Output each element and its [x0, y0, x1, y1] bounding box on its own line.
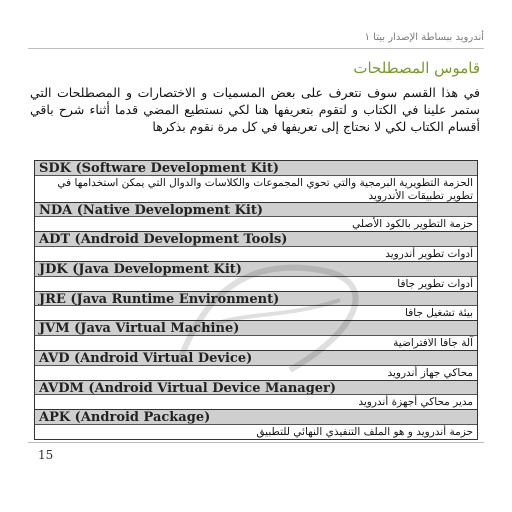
- glossary-table: [34, 160, 478, 440]
- glossary-term: ADT (Android Development Tools): [35, 231, 477, 247]
- glossary-term: AVDM (Android Virtual Device Manager): [35, 380, 477, 396]
- glossary-term: JVM (Java Virtual Machine): [35, 320, 477, 336]
- glossary-definition: بيئة تشغيل جافا: [405, 307, 473, 320]
- glossary-term: NDA (Native Development Kit): [35, 202, 477, 218]
- glossary-definition: مدير محاكي أجهزة أندرويد: [358, 396, 473, 409]
- glossary-term: SDK (Software Development Kit): [35, 161, 477, 176]
- section-title: قاموس المصطلحات: [353, 59, 480, 77]
- glossary-term: APK (Android Package): [35, 409, 477, 425]
- running-header: أندرويد ببساطة الإصدار بيتا ١: [28, 30, 484, 49]
- glossary-definition: الحزمة التطويرية البرمجية والتي تحوي المجموعات والكلاسات والدوال التي يمكن استخدامها في تطوير تطبيقات الأندرويد: [57, 176, 473, 202]
- glossary-definition: حزمة أندرويد و هو الملف التنفيذي النهائي للتطبيق: [256, 426, 473, 439]
- glossary-definition: آلة جافا الافتراضية: [393, 337, 473, 350]
- intro-paragraph: في هذا القسم سوف نتعرف على بعض المسميات و الاختصارات و المصطلحات التي ستمر علينا في الكتاب و لتقوم بتعريفها هنا لكي نستطيع المضي قدما أثناء شرح باقي أقسام الكتاب لكي لا نحتاج إلى تعريفها في كل مرة نقوم بذكرها: [30, 85, 480, 134]
- glossary-definition: محاكي جهاز أندرويد: [387, 366, 473, 379]
- footer-divider: [28, 442, 484, 443]
- glossary-term: JDK (Java Development Kit): [35, 261, 477, 277]
- glossary-definition: حزمة التطوير بالكود الأصلي: [352, 218, 473, 231]
- glossary-definition: أدوات تطوير أندرويد: [385, 248, 473, 261]
- page-number: 15: [38, 448, 54, 462]
- glossary-term: AVD (Android Virtual Device): [35, 350, 477, 366]
- glossary-definition: أدوات تطوير جافا: [397, 277, 473, 290]
- glossary-term: JRE (Java Runtime Environment): [35, 291, 477, 307]
